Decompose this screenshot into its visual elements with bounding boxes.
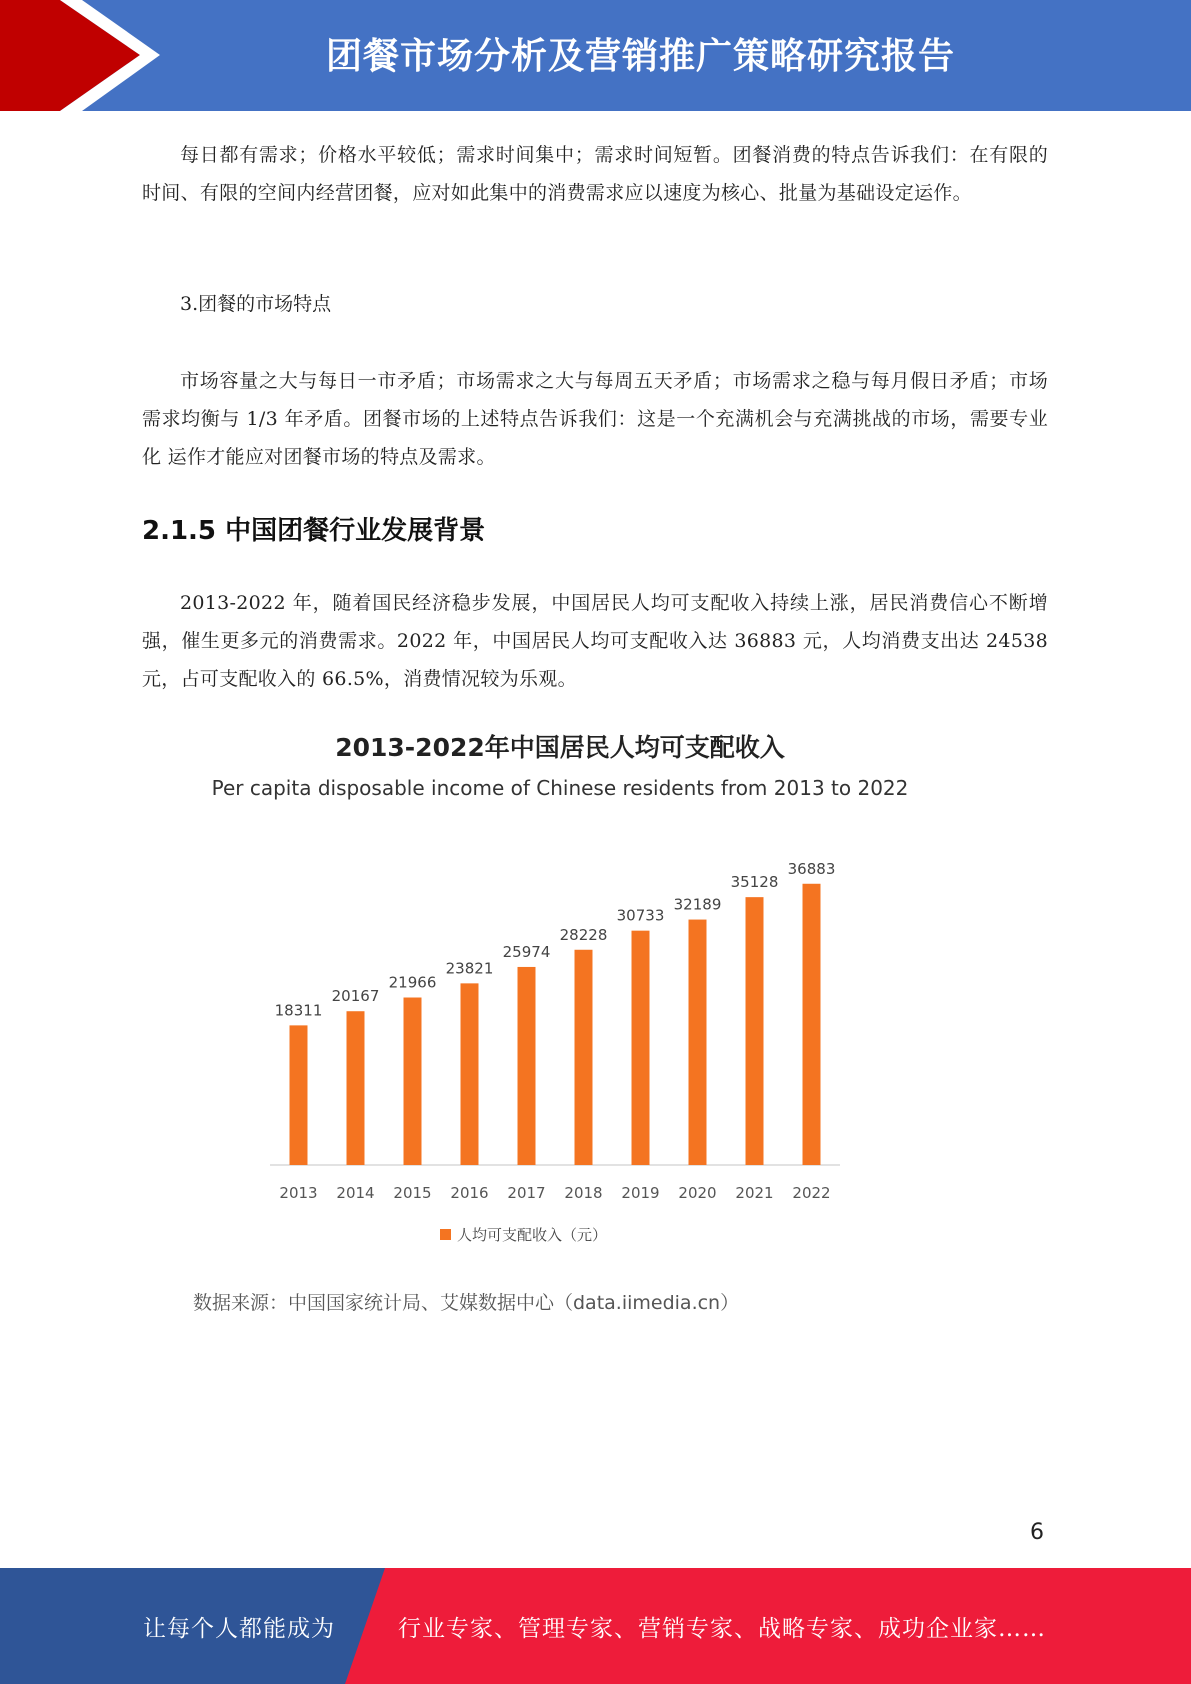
- bar-2021: [746, 897, 764, 1165]
- chart-subtitle: Per capita disposable income of Chinese residents from 2013 to 2022: [211, 776, 909, 800]
- data-source-note: 数据来源：中国国家统计局、艾媒数据中心（data.iimedia.cn）: [193, 1292, 740, 1314]
- header-red-arrow: [0, 0, 140, 111]
- income-bar-chart: [250, 840, 850, 1210]
- data-label-2022: 36883: [787, 859, 836, 878]
- data-label-2020: 32189: [673, 895, 722, 914]
- data-label-2014: 20167: [331, 987, 380, 1006]
- subheading-market-features: 3.团餐的市场特点: [180, 293, 332, 315]
- bar-2013: [290, 1025, 308, 1165]
- header-title: 团餐市场分析及营销推广策略研究报告: [325, 35, 955, 77]
- x-tick-label-2016: 2016: [450, 1184, 489, 1202]
- data-label-2019: 30733: [616, 906, 665, 925]
- x-tick-label-2015: 2015: [393, 1184, 432, 1202]
- page-header: [0, 0, 1191, 111]
- data-label-2021: 35128: [730, 873, 779, 892]
- x-tick-label-2022: 2022: [792, 1184, 831, 1202]
- x-tick-label-2020: 2020: [678, 1184, 717, 1202]
- paragraph-demand-characteristics: 每日都有需求；价格水平较低；需求时间集中；需求时间短暂。团餐消费的特点告诉我们：在有限的时间、有限的空间内经营团餐，应对如此集中的消费需求应以速度为核心、批量为基础设定运作。: [142, 144, 1048, 204]
- data-label-2017: 25974: [502, 942, 551, 961]
- page-footer: [0, 1568, 1191, 1684]
- data-label-2018: 28228: [559, 925, 608, 944]
- section-heading: 2.1.5 中国团餐行业发展背景: [142, 516, 486, 546]
- x-tick-label-2019: 2019: [621, 1184, 660, 1202]
- data-label-2016: 23821: [445, 959, 494, 978]
- paragraph-market-features: 市场容量之大与每日一市矛盾；市场需求之大与每周五天矛盾；市场需求之稳与每月假日矛盾；市场需求均衡与 1/3 年矛盾。团餐市场的上述特点告诉我们：这是一个充满机会与充满挑战的市场，需要专业化 运作才能应对团餐市场的特点及需求。: [142, 370, 1048, 468]
- x-tick-label-2014: 2014: [336, 1184, 375, 1202]
- x-tick-label-2013: 2013: [279, 1184, 318, 1202]
- data-label-2015: 21966: [388, 973, 437, 992]
- chart-legend: [440, 1224, 607, 1245]
- data-label-2013: 18311: [274, 1001, 323, 1020]
- chart-title: 2013-2022年中国居民人均可支配收入: [335, 733, 785, 762]
- bar-2019: [632, 931, 650, 1165]
- x-tick-label-2018: 2018: [564, 1184, 603, 1202]
- bar-2020: [689, 920, 707, 1165]
- bar-2016: [461, 983, 479, 1165]
- x-tick-label-2021: 2021: [735, 1184, 774, 1202]
- bar-2014: [347, 1011, 365, 1165]
- legend-swatch: [440, 1229, 451, 1240]
- footer-slogan-right: 行业专家、管理专家、营销专家、战略专家、成功企业家……: [398, 1615, 1046, 1642]
- footer-slogan-left: 让每个人都能成为: [143, 1615, 335, 1642]
- legend-label: 人均可支配收入（元）: [457, 1226, 608, 1244]
- bar-2018: [575, 950, 593, 1165]
- bar-2022: [803, 884, 821, 1165]
- bar-2015: [404, 998, 422, 1165]
- bar-2017: [518, 967, 536, 1165]
- x-tick-label-2017: 2017: [507, 1184, 546, 1202]
- page-number: 6: [1030, 1520, 1044, 1545]
- paragraph-income-background: 2013-2022 年，随着国民经济稳步发展，中国居民人均可支配收入持续上涨，居民消费信心不断增强，催生更多元的消费需求。2022 年，中国居民人均可支配收入达 36883 元，人均消费支出达 24538 元，占可支配收入的 66.5%，消费情况较为乐观。: [142, 592, 1048, 690]
